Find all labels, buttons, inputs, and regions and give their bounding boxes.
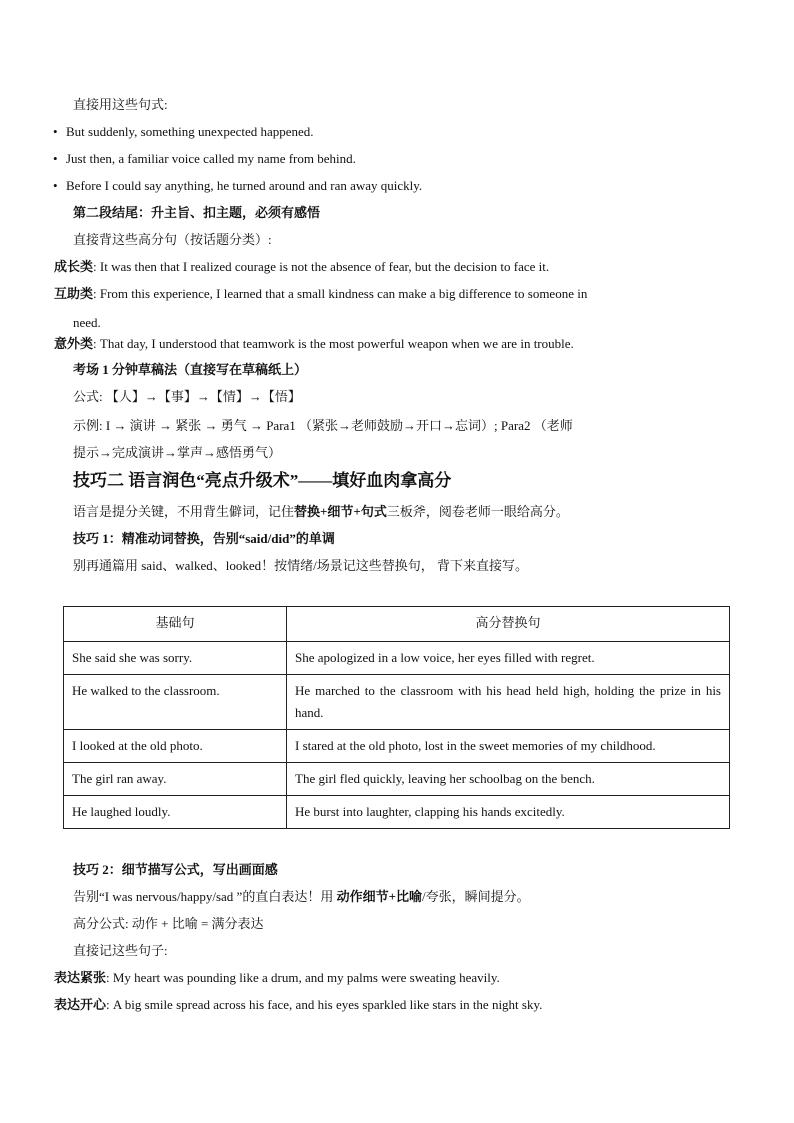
advanced-sentence-cell: The girl fled quickly, leaving her schoolbag on the bench. <box>287 763 730 796</box>
memorize-sentences-intro: 直接记这些句子: <box>73 943 168 958</box>
technique-two-title: 技巧二 语言润色“亮点升级术”——填好血肉拿高分 <box>73 471 452 490</box>
topic-label: 意外类 <box>54 336 94 351</box>
expression-item-happy: 表达开心: A big smile spread across his face, and his eyes sparkled like stars in the night sky. <box>54 997 543 1012</box>
table-row <box>64 796 730 829</box>
topic-label: 成长类 <box>54 259 94 274</box>
basic-sentence-cell: The girl ran away. <box>64 763 287 796</box>
bullet-icon: • <box>53 151 58 166</box>
basic-sentence-cell: She said she was sorry. <box>64 642 287 675</box>
expression-item-nervous: 表达紧张: My heart was pounding like a drum, and my palms were sweating heavily. <box>54 970 500 985</box>
formula-line: 公式: 【人】→【事】→【情】→【悟】 <box>73 389 301 404</box>
expression-label: 表达开心 <box>54 997 107 1012</box>
high-score-sentences-intro: 直接背这些高分句（按话题分类）: <box>73 232 272 247</box>
example-line-1: 示例: I → 演讲 → 紧张 → 勇气 → Para1 （紧张→老师鼓励→开口→忘词）; Para2 （老师 <box>73 418 573 433</box>
example-line-2: 提示→完成演讲→掌声→感悟勇气） <box>73 445 282 460</box>
topic-label: 互助类 <box>54 286 94 301</box>
advanced-sentence-cell: He marched to the classroom with his head held high, holding the prize in his hand. <box>287 675 730 730</box>
advanced-sentence-cell: I stared at the old photo, lost in the sweet memories of my childhood. <box>287 730 730 763</box>
topic-item-help: 互助类: From this experience, I learned that a small kindness can make a big difference to someone in <box>54 286 588 301</box>
table-row <box>64 763 730 796</box>
topic-item-accident: 意外类: That day, I understood that teamwork is the most powerful weapon when we are in trouble. <box>54 336 574 351</box>
basic-sentence-cell: He laughed loudly. <box>64 796 287 829</box>
verb-replacement-table <box>63 606 730 829</box>
draft-method-heading: 考场 1 分钟草稿法（直接写在草稿纸上） <box>73 362 308 377</box>
paragraph-two-ending-heading: 第二段结尾：升主旨、扣主题，必须有感悟 <box>73 205 321 220</box>
high-score-formula: 高分公式: 动作 + 比喻 = 满分表达 <box>73 916 264 931</box>
expression-label: 表达紧张 <box>54 970 107 985</box>
column-header-basic: 基础句 <box>64 607 287 642</box>
advanced-sentence-cell: He burst into laughter, clapping his hands excitedly. <box>287 796 730 829</box>
tip-one-description: 别再通篇用 said、walked、looked！按情绪/场景记这些替换句， 背下来直接写。 <box>73 558 528 573</box>
table-header-row <box>64 607 730 642</box>
table-row <box>64 642 730 675</box>
topic-item-help-continuation: need. <box>73 315 101 330</box>
bullet-icon: • <box>53 124 58 139</box>
bullet-item: • Just then, a familiar voice called my name from behind. <box>53 151 356 166</box>
table-row <box>64 730 730 763</box>
bullet-item: • But suddenly, something unexpected happened. <box>53 124 314 139</box>
advanced-sentence-cell: She apologized in a low voice, her eyes filled with regret. <box>287 642 730 675</box>
bullet-item: • Before I could say anything, he turned around and ran away quickly. <box>53 178 423 193</box>
tip-two-heading: 技巧 2：细节描写公式，写出画面感 <box>73 862 278 877</box>
bullet-icon: • <box>53 178 58 193</box>
sentence-patterns-intro: 直接用这些句式: <box>73 97 168 112</box>
basic-sentence-cell: I looked at the old photo. <box>64 730 287 763</box>
tip-two-description: 告别“I was nervous/happy/sad ”的直白表达！用 动作细节+比喻/夸张，瞬间提分。 <box>73 889 530 904</box>
table-row <box>64 675 730 730</box>
topic-item-growth: 成长类: It was then that I realized courage is not the absence of fear, but the decision to face it. <box>54 259 550 274</box>
tip-one-heading: 技巧 1：精准动词替换，告别“said/did”的单调 <box>73 531 335 546</box>
basic-sentence-cell: He walked to the classroom. <box>64 675 287 730</box>
column-header-advanced: 高分替换句 <box>287 607 730 642</box>
technique-two-description: 语言是提分关键，不用背生僻词，记住替换+细节+句式三板斧，阅卷老师一眼给高分。 <box>73 504 569 519</box>
